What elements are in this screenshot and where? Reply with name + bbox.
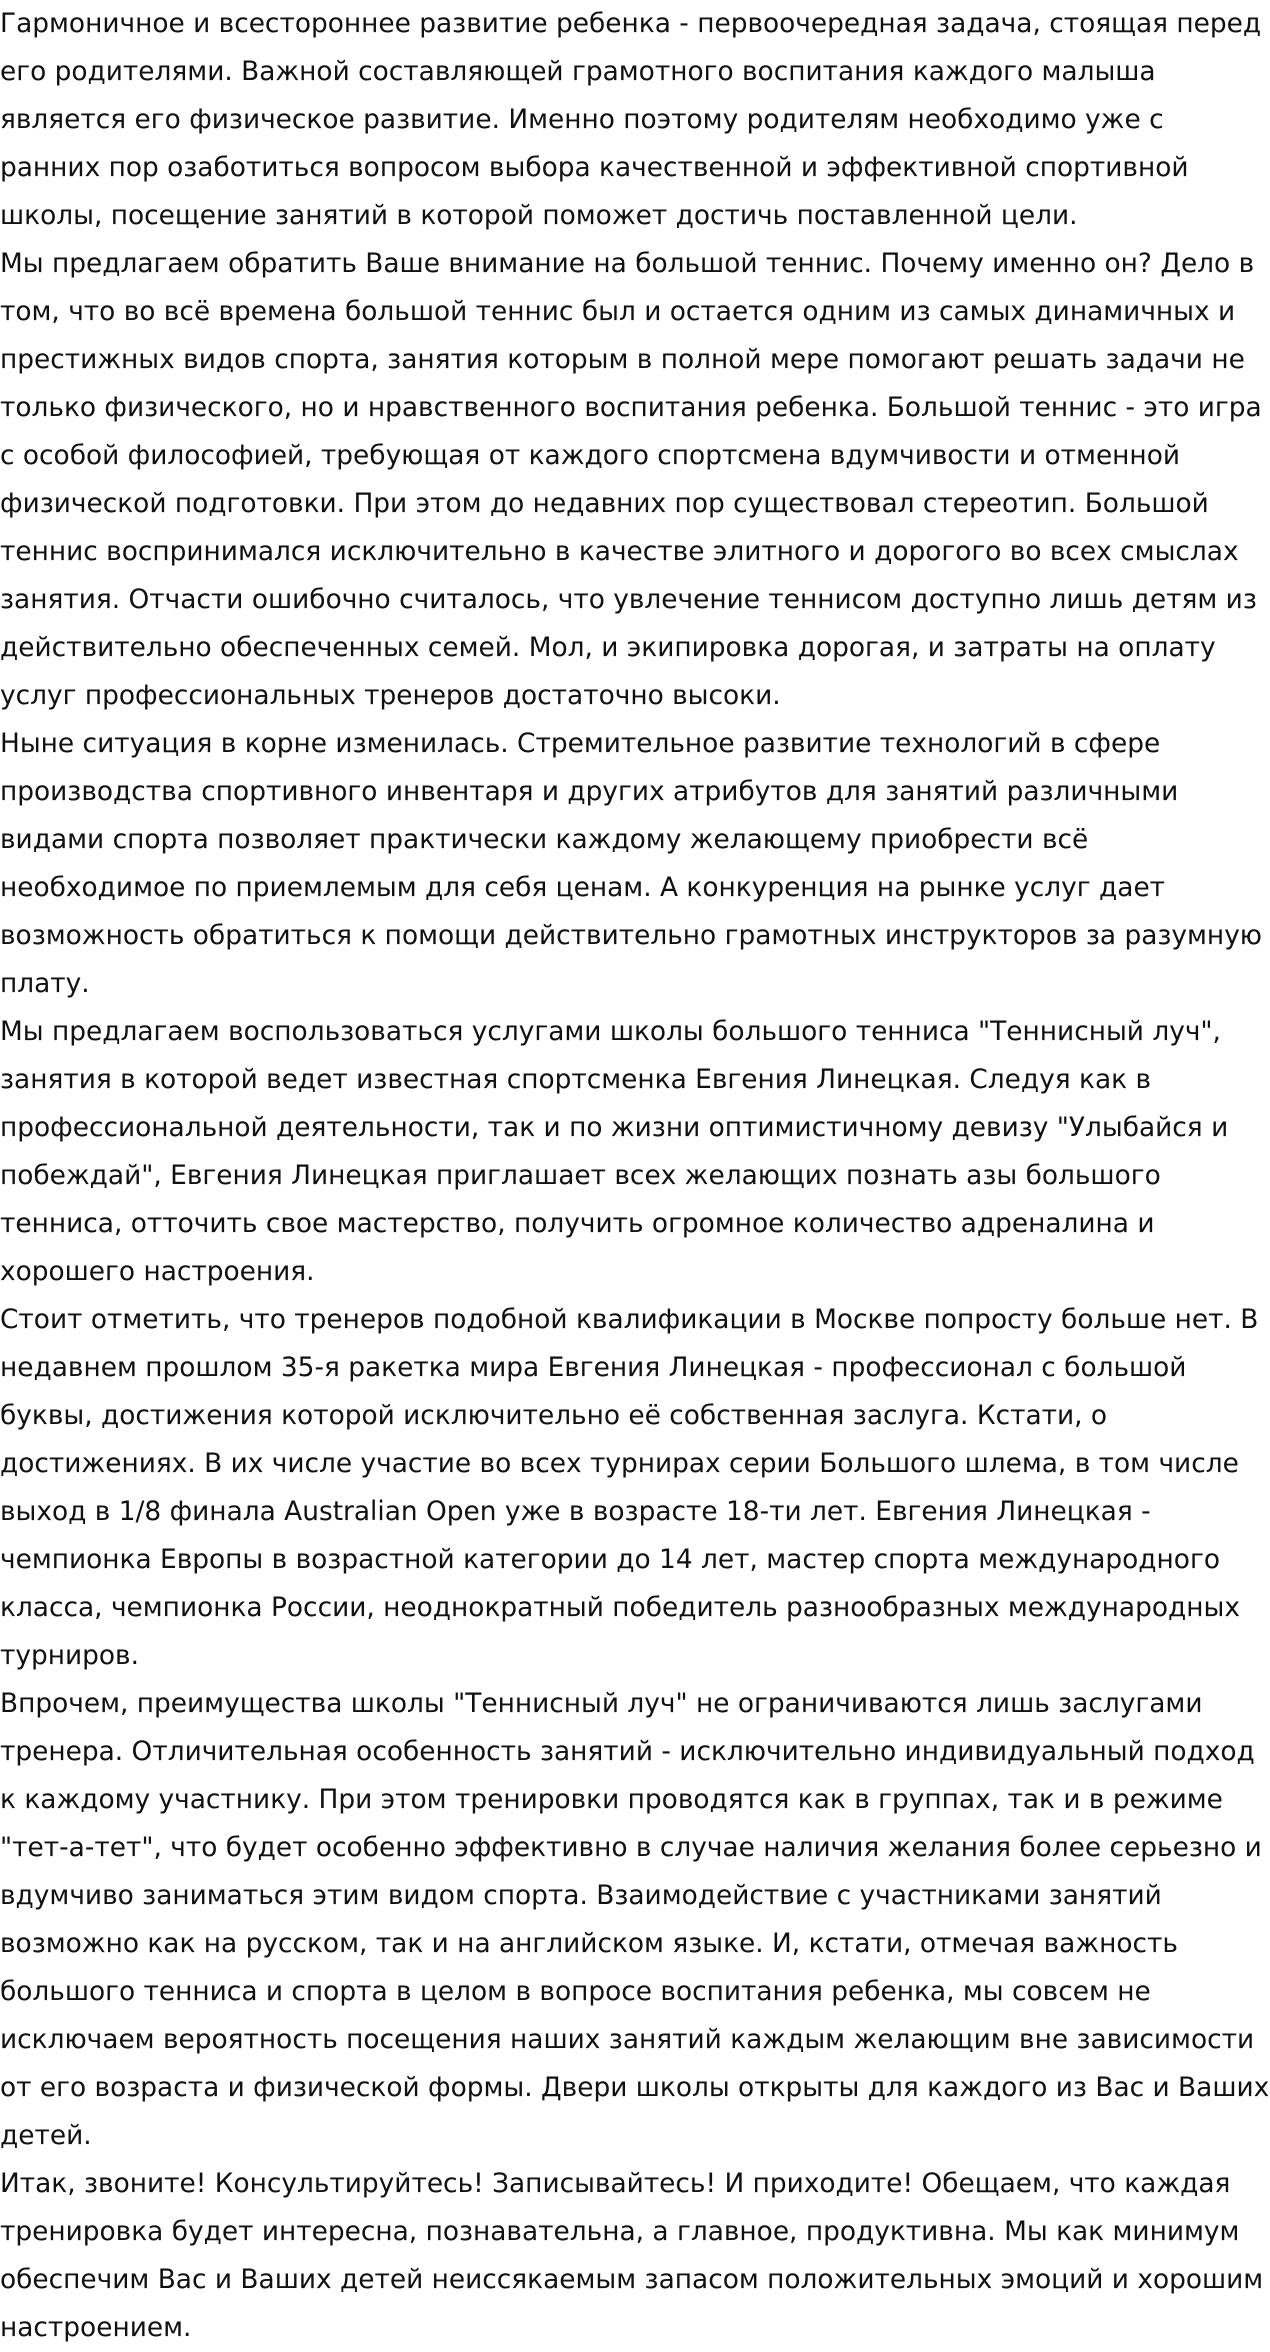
paragraph-intro: Гармоничное и всестороннее развитие ребенка - первоочередная задача, стоящая перед его родителями. Важной составляющей грамотного воспитания каждого малыша является его физическое развитие. Именно поэтому родителям необходимо уже с ранних пор озаботиться вопросом выбора качественной и эффективной спортивной школы, посещение занятий в которой поможет достичь поставленной цели. (0, 8, 1262, 231)
paragraph-advantages: Впрочем, преимущества школы "Теннисный луч" не ограничиваются лишь заслугами тренера. Отличительная особенность занятий - исключительно индивидуальный подход к каждому участнику. При этом тренировки проводятся как в группах, так и в режиме "тет-а-тет", что будет особенно эффективно в случае наличия желания более серьезно и вдумчиво заниматься этим видом спорта. Взаимодействие с участниками занятий возможно как на русском, так и на английском языке. И, кстати, отмечая важность большого тенниса и спорта в целом в вопросе воспитания ребенка, мы совсем не исключаем вероятность посещения наших занятий каждым желающим вне зависимости от его возраста и физической формы. Двери школы открыты для каждого из Вас и Ваших детей. (0, 1688, 1270, 2151)
paragraph-situation: Ныне ситуация в корне изменилась. Стремительное развитие технологий в сфере производства спортивного инвентаря и других атрибутов для занятий различными видами спорта позволяет практически каждому желающему приобрести всё необходимое по приемлемым для себя ценам. А конкуренция на рынке услуг дает возможность обратиться к помощи действительно грамотных инструкторов за разумную плату. (0, 728, 1263, 999)
paragraph-coach: Стоит отметить, что тренеров подобной квалификации в Москве попросту больше нет. В недавнем прошлом 35-я ракетка мира Евгения Линецкая - профессионал с большой буквы, достижения которой исключительно её собственная заслуга. Кстати, о достижениях. В их числе участие во всех турнирах серии Большого шлема, в том числе выход в 1/8 финала Australian Open уже в возрасте 18-ти лет. Евгения Линецкая - чемпионка Европы в возрастной категории до 14 лет, мастер спорта международного класса, чемпионка России, неоднократный победитель разнообразных международных турниров. (0, 1304, 1259, 1671)
paragraph-call-to-action: Итак, звоните! Консультируйтесь! Записывайтесь! И приходите! Обещаем, что каждая тренировка будет интересна, познавательна, а главное, продуктивна. Мы как минимум обеспечим Вас и Ваших детей неиссякаемым запасом положительных эмоций и хорошим настроением. (0, 2168, 1264, 2343)
paragraph-tennis: Мы предлагаем обратить Ваше внимание на большой теннис. Почему именно он? Дело в том, что во всё времена большой теннис был и остается одним из самых динамичных и престижных видов спорта, занятия которым в полной мере помогают решать задачи не только физического, но и нравственного воспитания ребенка. Большой теннис - это игра с особой философией, требующая от каждого спортсмена вдумчивости и отменной физической подготовки. При этом до недавних пор существовал стереотип. Большой теннис воспринимался исключительно в качестве элитного и дорогого во всех смыслах занятия. Отчасти ошибочно считалось, что увлечение теннисом доступно лишь детям из действительно обеспеченных семей. Мол, и экипировка дорогая, и затраты на оплату услуг профессиональных тренеров достаточно высоки. (0, 248, 1262, 711)
paragraph-school: Мы предлагаем воспользоваться услугами школы большого тенниса "Теннисный луч", занятия в которой ведет известная спортсменка Евгения Линецкая. Следуя как в профессиональной деятельности, так и по жизни оптимистичному девизу "Улыбайся и побеждай", Евгения Линецкая приглашает всех желающих познать азы большого тенниса, отточить свое мастерство, получить огромное количество адреналина и хорошего настроения. (0, 1016, 1229, 1287)
